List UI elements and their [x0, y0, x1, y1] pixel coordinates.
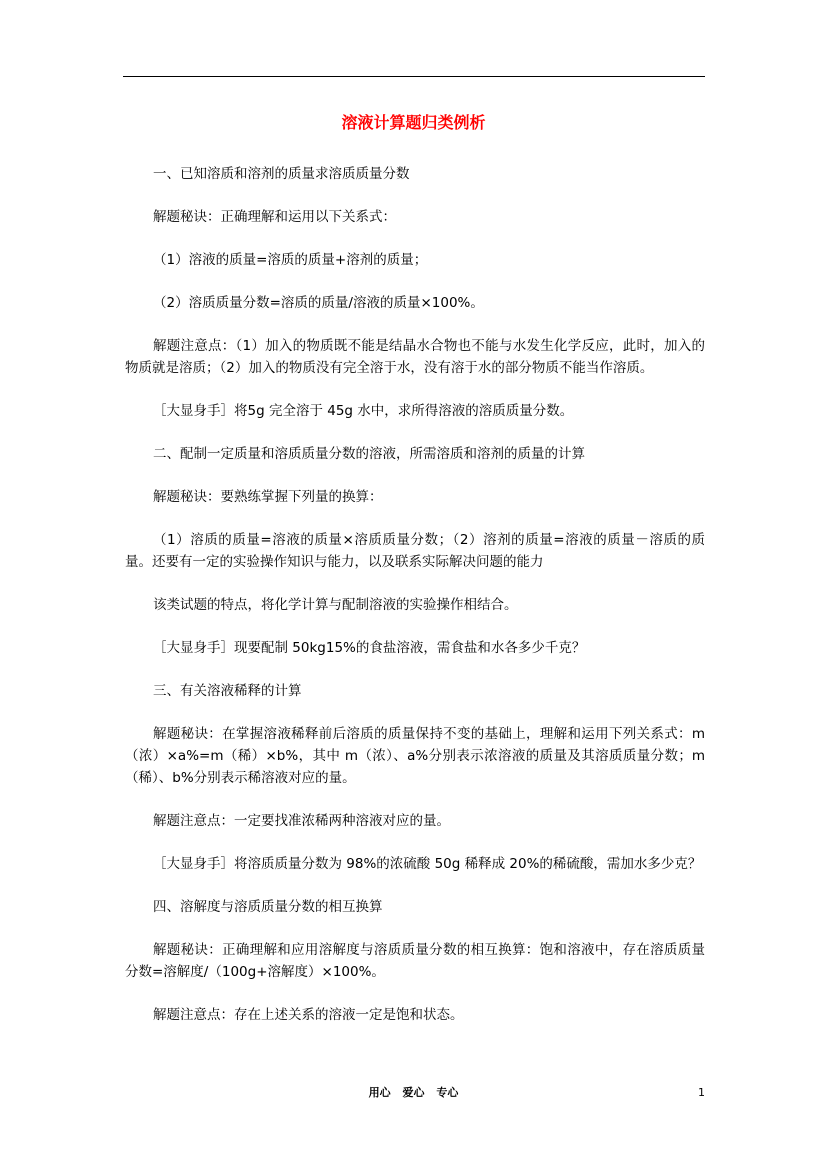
tip-paragraph: 解题秘诀：在掌握溶液稀释前后溶质的质量保持不变的基础上，理解和运用下列关系式：m（浓）×a%=m（稀）×b%，其中 m（浓）、a%分别表示浓溶液的质量及其溶质质量分数；m（稀）、b%分别表示稀溶液对应的量。: [125, 726, 705, 786]
footer-motto: 用心 爱心 专心: [368, 1086, 459, 1099]
exercise-paragraph: ［大显身手］将溶质质量分数为 98%的浓硫酸 50g 稀释成 20%的稀硫酸，需加水多少克？: [153, 856, 702, 872]
section-heading-4: 四、溶解度与溶质质量分数的相互换算: [153, 899, 383, 915]
formula-paragraph: （2）溶质质量分数=溶质的质量/溶液的质量×100%。: [153, 295, 484, 311]
formula-paragraph: （1）溶质的质量=溶液的质量×溶质质量分数；（2）溶剂的质量=溶液的质量－溶质的质量。还要有一定的实验操作知识与能力，以及联系实际解决问题的能力: [125, 532, 705, 570]
section-heading-3: 三、有关溶液稀释的计算: [153, 683, 302, 699]
formula-paragraph: （1）溶液的质量=溶质的质量+溶剂的质量；: [153, 252, 428, 268]
tip-paragraph: 解题秘诀：正确理解和运用以下关系式：: [153, 209, 396, 225]
document-body: [125, 163, 705, 1047]
page-title: 溶液计算题归类例析: [341, 113, 486, 132]
header-rule: [123, 76, 705, 77]
page-number: 1: [698, 1086, 705, 1099]
section-heading-2: 二、配制一定质量和溶质质量分数的溶液，所需溶质和溶剂的质量的计算: [153, 446, 585, 462]
note-paragraph: 解题注意点：一定要找准浓稀两种溶液对应的量。: [153, 813, 450, 829]
exercise-paragraph: ［大显身手］现要配制 50kg15%的食盐溶液，需食盐和水各多少千克？: [153, 640, 586, 656]
exercise-paragraph: ［大显身手］将5g 完全溶于 45g 水中，求所得溶液的溶质质量分数。: [153, 403, 574, 419]
note-paragraph: 解题注意点：（1）加入的物质既不能是结晶水合物也不能与水发生化学反应，此时，加入的物质就是溶质；（2）加入的物质没有完全溶于水，没有溶于水的部分物质不能当作溶质。: [125, 338, 705, 376]
section-heading-1: 一、已知溶质和溶剂的质量求溶质质量分数: [153, 166, 410, 182]
tip-paragraph: 解题秘诀：要熟练掌握下列量的换算：: [153, 489, 383, 505]
note-paragraph: 解题注意点：存在上述关系的溶液一定是饱和状态。: [153, 1007, 464, 1023]
feature-paragraph: 该类试题的特点，将化学计算与配制溶液的实验操作相结合。: [153, 597, 518, 613]
tip-paragraph: 解题秘诀：正确理解和应用溶解度与溶质质量分数的相互换算：饱和溶液中，存在溶质质量分数=溶解度/（100g+溶解度）×100%。: [125, 942, 705, 980]
